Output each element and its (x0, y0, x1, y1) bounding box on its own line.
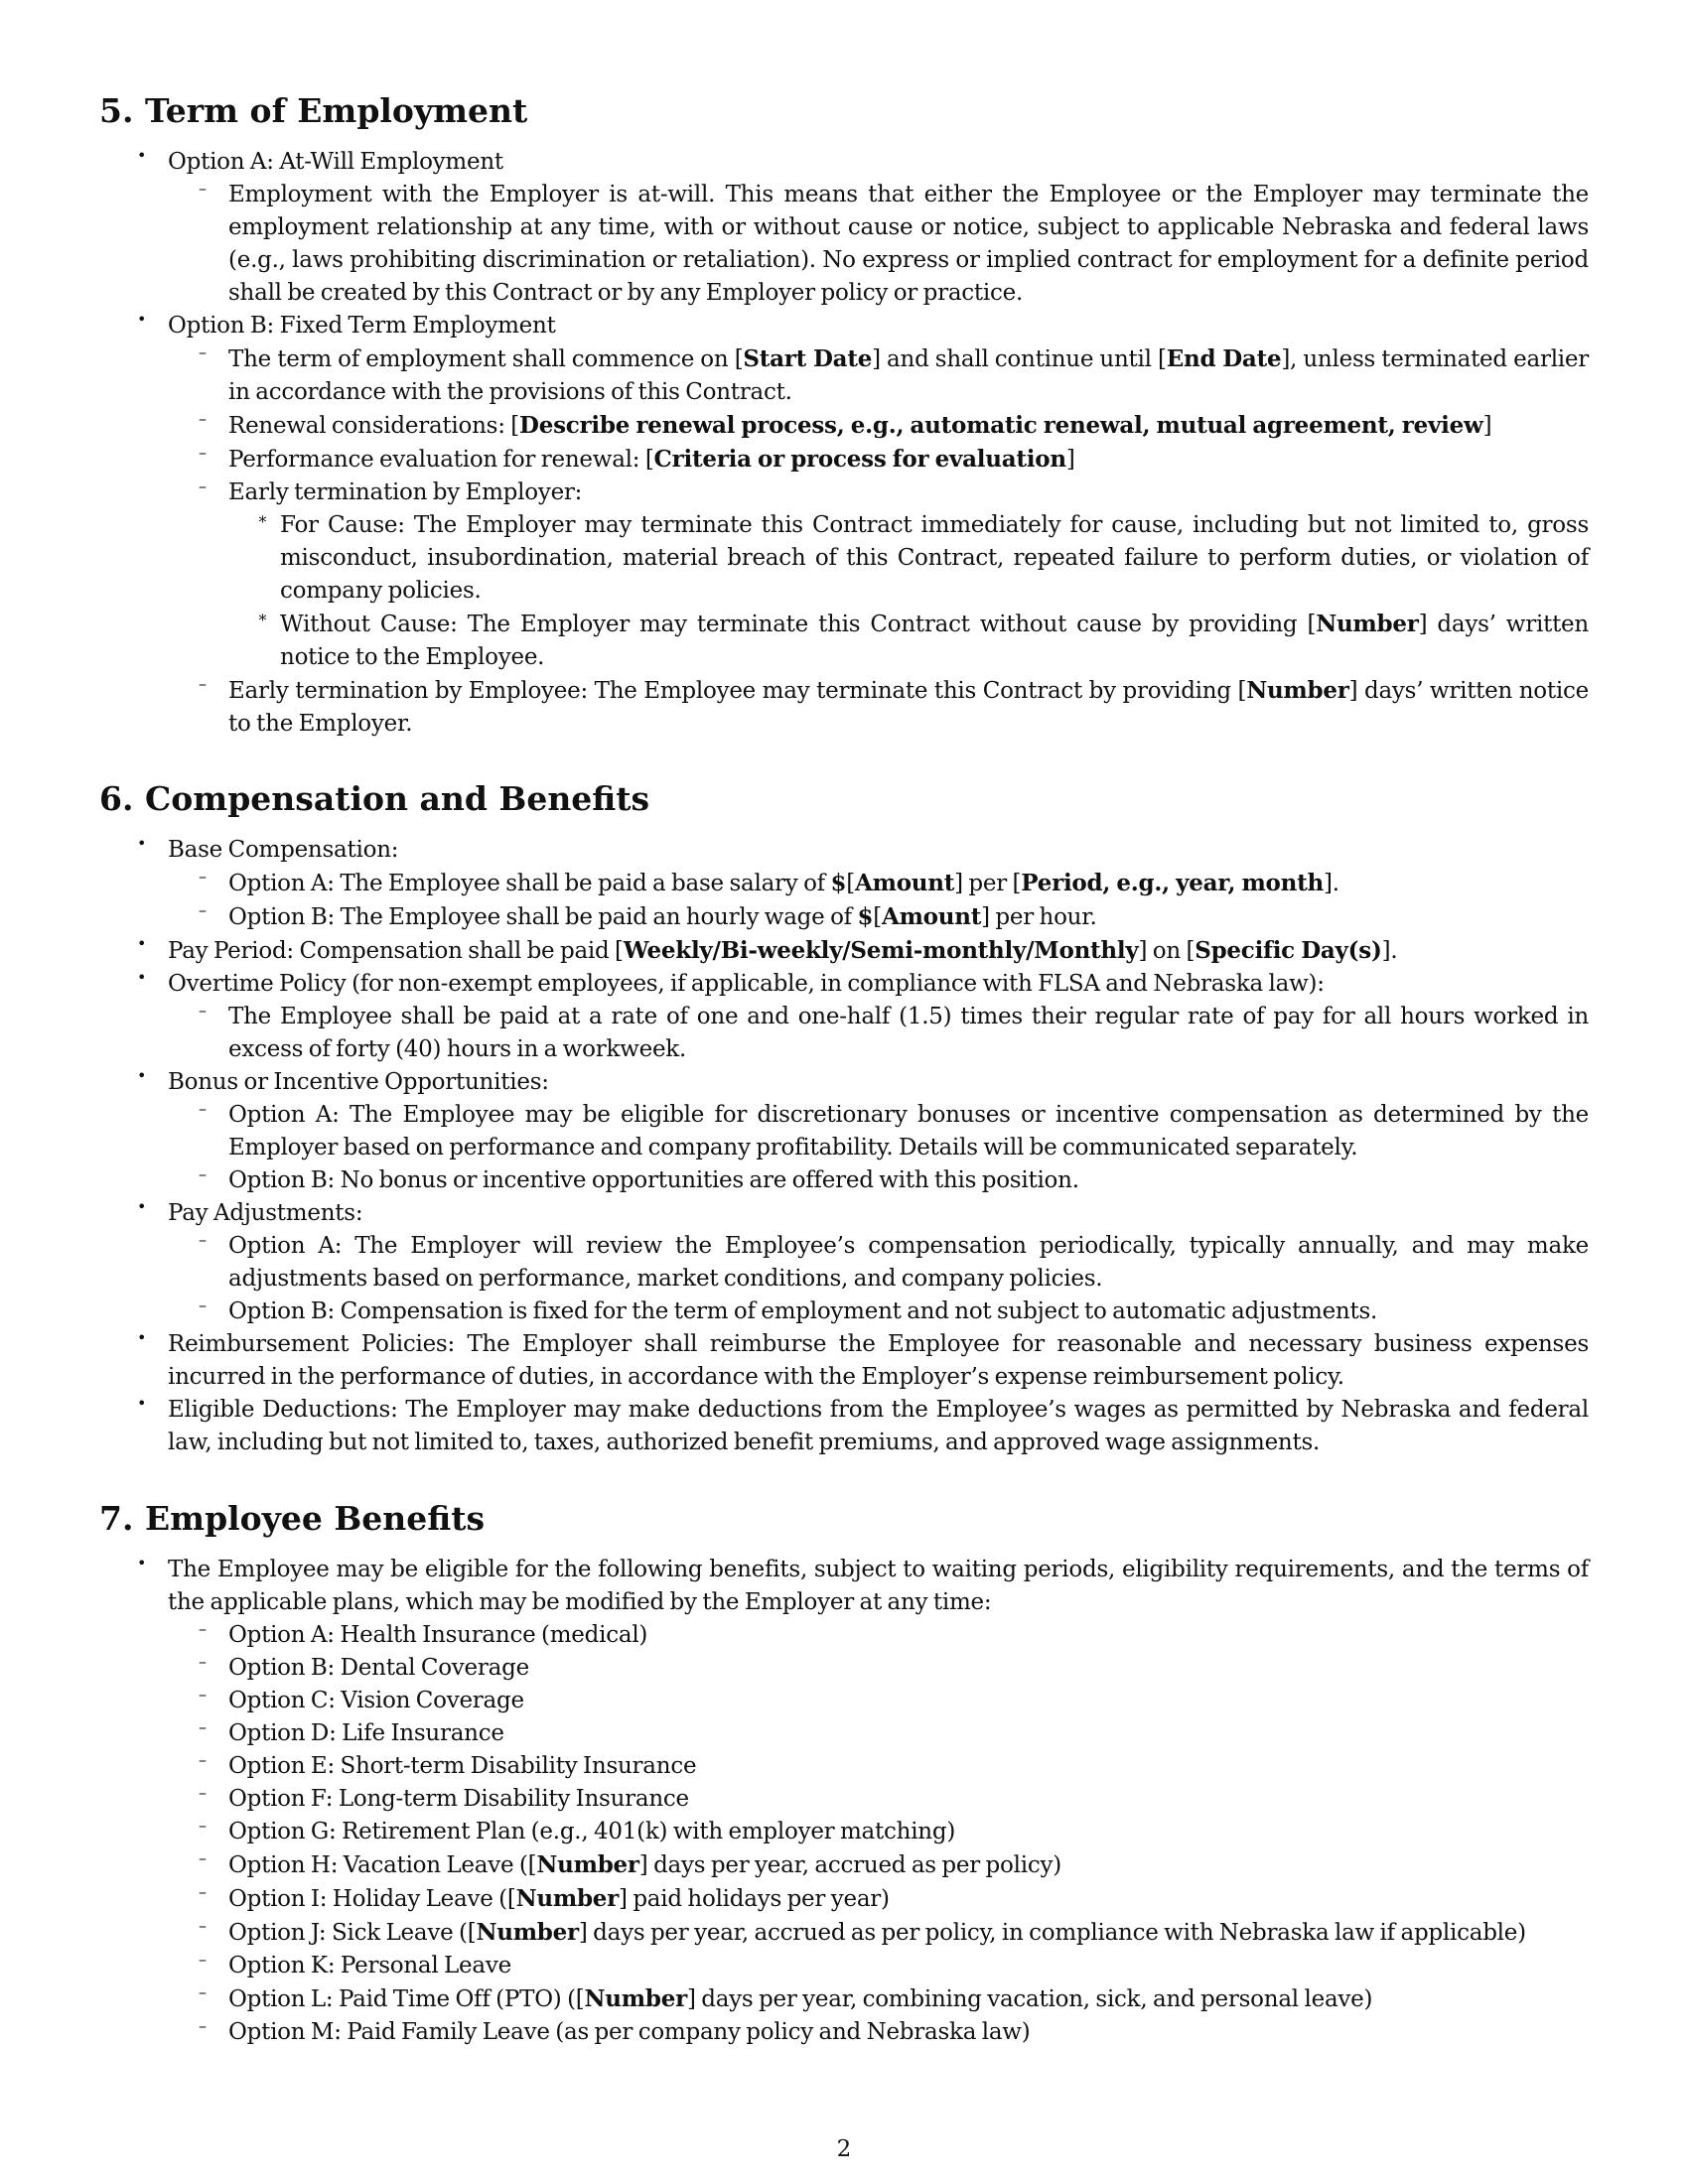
sub-list-item (168, 409, 1589, 443)
dash-icon: – (199, 900, 207, 919)
sub-list-item (168, 477, 1589, 674)
section-term-of-employment (99, 91, 1589, 741)
sub-sub-item-text: For Cause: The Employer may terminate this Contract immediately for cause, including but not limited to, gross misconduct, insubordination, material breach of this Contract, repeated failure to perform duties, or violation of company policies. (280, 512, 1589, 604)
asterisk-icon: ∗ (257, 509, 268, 528)
section-heading (99, 91, 1589, 131)
dash-icon: – (199, 477, 207, 495)
sub-list-item (168, 443, 1589, 477)
sub-item-text: Option L: Paid Time Off (PTO) ([Number] days per year, combining vacation, sick, and personal leave) (228, 1985, 1373, 2012)
list-item (99, 1394, 1589, 1459)
section-title: Term of Employment (145, 91, 528, 130)
dash-icon: – (199, 409, 207, 428)
dash-icon: – (199, 1750, 207, 1769)
sub-item-text: The Employee shall be paid at a rate of one and one-half (1.5) times their regular rate of pay for all hours worked in excess of forty (40) hours in a workweek. (228, 1004, 1589, 1062)
sub-item-text: Option B: The Employee shall be paid an hourly wage of $[Amount] per hour. (228, 903, 1097, 930)
sub-list-item (168, 1950, 1589, 1982)
sub-list-item (168, 1783, 1589, 1816)
sub-item-text: Option J: Sick Leave ([Number] days per year, accrued as per policy, in compliance with Nebraska law if applicable) (228, 1919, 1526, 1946)
sub-list-item (168, 1164, 1589, 1197)
list-item-text: Overtime Policy (for non-exempt employees, if applicable, in compliance with FLSA and Nebraska law): (168, 971, 1325, 997)
sub-item-text: Option F: Long-term Disability Insurance (228, 1786, 689, 1812)
bullet-icon: • (137, 934, 147, 953)
sub-list-item (168, 342, 1589, 409)
bullet-icon: • (137, 1554, 147, 1572)
list-item (99, 834, 1589, 934)
sub-list-item (168, 179, 1589, 310)
sub-list (168, 1001, 1589, 1066)
sub-item-text: Option B: Dental Coverage (228, 1655, 529, 1681)
dash-icon: – (199, 1816, 207, 1835)
sub-item-text: Option C: Vision Coverage (228, 1688, 524, 1713)
bullet-icon: • (137, 1066, 147, 1085)
dash-icon: – (199, 2016, 207, 2035)
sub-item-text: Option A: The Employee shall be paid a base salary of $[Amount] per [Period, e.g., year, month]. (228, 870, 1339, 896)
sub-list-item (168, 1750, 1589, 1783)
section-heading (99, 779, 1589, 819)
dash-icon: – (199, 867, 207, 886)
section-employee-benefits (99, 1499, 1589, 2049)
sub-list (168, 867, 1589, 934)
list-item-text: Reimbursement Policies: The Employer shall reimburse the Employee for reasonable and necessary business expenses incurred in the performance of duties, in accordance with the Employer’s expense reimbursement policy. (168, 1331, 1589, 1390)
sub-list-item (168, 1848, 1589, 1882)
section-number: 5. (99, 91, 134, 130)
section-number: 6. (99, 779, 134, 818)
list-item-text: The Employee may be eligible for the following benefits, subject to waiting periods, eligibility requirements, and the terms of the applicable plans, which may be modified by the Employer at any time: (168, 1557, 1589, 1615)
sub-list-item (168, 2016, 1589, 2049)
dash-icon: – (199, 1685, 207, 1704)
dash-icon: – (199, 1099, 207, 1118)
dash-icon: – (199, 1982, 207, 2001)
list-item (99, 1554, 1589, 2049)
bullet-list (99, 146, 1589, 741)
sub-list-item (168, 1099, 1589, 1164)
sub-list-item (168, 1001, 1589, 1066)
sub-item-text: Option K: Personal Leave (228, 1953, 511, 1979)
sub-item-text: Option H: Vacation Leave ([Number] days per year, accrued as per policy) (228, 1851, 1061, 1878)
list-item (99, 968, 1589, 1066)
sub-item-text: The term of employment shall commence on [Start Date] and shall continue until [End Date], unless terminated earlier in accordance with the provisions of this Contract. (228, 345, 1590, 405)
sub-item-text: Option D: Life Insurance (228, 1720, 504, 1746)
list-item-text: Pay Period: Compensation shall be paid [Weekly/Bi-weekly/Semi-monthly/Monthly] on [Specific Day(s)]. (168, 937, 1398, 964)
dash-icon: – (199, 1882, 207, 1901)
dash-icon: – (199, 1230, 207, 1249)
sub-item-text: Option M: Paid Family Leave (as per company policy and Nebraska law) (228, 2019, 1031, 2045)
sub-list-item (168, 1717, 1589, 1750)
list-item (99, 1328, 1589, 1394)
bullet-icon: • (137, 1394, 147, 1413)
sub-list-item (168, 1816, 1589, 1848)
sub-sub-list (228, 509, 1589, 674)
dash-icon: – (199, 1717, 207, 1736)
dash-icon: – (199, 342, 207, 361)
sub-list-item (168, 1916, 1589, 1950)
dash-icon: – (199, 1950, 207, 1969)
sub-item-text: Performance evaluation for renewal: [Criteria or process for evaluation] (228, 446, 1075, 473)
bullet-icon: • (137, 146, 147, 165)
bullet-list (99, 1554, 1589, 2049)
page-number: 2 (836, 2136, 852, 2162)
section-title: Compensation and Benefits (145, 779, 650, 818)
list-item-text: Pay Adjustments: (168, 1200, 363, 1226)
sub-item-text: Option A: The Employee may be eligible for discretionary bonuses or incentive compensation as determined by the Employer based on performance and company profitability. Details will be communicated separately. (228, 1102, 1589, 1160)
sub-list-item (168, 900, 1589, 934)
sub-sub-item-text: Without Cause: The Employer may terminate this Contract without cause by providing [Number] days’ written notice to the Employee. (280, 611, 1589, 670)
list-item-text: Base Compensation: (168, 837, 399, 863)
sub-item-text: Early termination by Employer: (228, 479, 583, 505)
dash-icon: – (199, 1652, 207, 1671)
list-item (99, 146, 1589, 310)
sub-item-text: Early termination by Employee: The Employee may terminate this Contract by providing [Number] days’ written notice to the Employer. (228, 677, 1589, 737)
bullet-icon: • (137, 968, 147, 987)
section-title: Employee Benefits (145, 1499, 486, 1538)
sub-list-item (168, 867, 1589, 900)
sub-sub-list-item (228, 509, 1589, 608)
sub-item-text: Option B: No bonus or incentive opportunities are offered with this position. (228, 1167, 1079, 1193)
sub-list (168, 1099, 1589, 1197)
bullet-icon: • (137, 1197, 147, 1216)
sub-list-item (168, 1685, 1589, 1717)
asterisk-icon: ∗ (257, 608, 268, 626)
sub-list (168, 1619, 1589, 2049)
sub-list-item (168, 1619, 1589, 1652)
dash-icon: – (199, 1916, 207, 1935)
dash-icon: – (199, 1619, 207, 1638)
sub-list (168, 179, 1589, 310)
bullet-icon: • (137, 1328, 147, 1347)
list-item (99, 1066, 1589, 1197)
dash-icon: – (199, 1296, 207, 1314)
section-number: 7. (99, 1499, 134, 1538)
list-item (99, 310, 1589, 741)
sub-list (168, 1230, 1589, 1328)
dash-icon: – (199, 443, 207, 462)
section-heading (99, 1499, 1589, 1539)
list-item (99, 934, 1589, 968)
sub-list-item (168, 1882, 1589, 1916)
dash-icon: – (199, 1164, 207, 1183)
section-compensation-and-benefits (99, 779, 1589, 1459)
list-item-text: Eligible Deductions: The Employer may make deductions from the Employee’s wages as permitted by Nebraska and federal law, including but not limited to, taxes, authorized benefit premiums, and approved wage assignments. (168, 1397, 1589, 1455)
dash-icon: – (199, 1848, 207, 1867)
sub-list-item (168, 1230, 1589, 1296)
sub-item-text: Option E: Short-term Disability Insurance (228, 1753, 697, 1779)
sub-item-text: Option G: Retirement Plan (e.g., 401(k) with employer matching) (228, 1819, 956, 1844)
list-item-text: Bonus or Incentive Opportunities: (168, 1069, 549, 1095)
sub-item-text: Option B: Compensation is fixed for the term of employment and not subject to automatic adjustments. (228, 1298, 1378, 1324)
sub-item-text: Renewal considerations: [Describe renewal process, e.g., automatic renewal, mutual agreement, review] (228, 412, 1492, 439)
bullet-icon: • (137, 834, 147, 853)
sub-list (168, 342, 1589, 741)
sub-item-text: Option A: The Employer will review the Employee’s compensation periodically, typically annually, and may make adjustments based on performance, market conditions, and company policies. (228, 1233, 1589, 1292)
sub-list-item (168, 1652, 1589, 1685)
sub-item-text: Employment with the Employer is at-will. This means that either the Employee or the Employer may terminate the employment relationship at any time, with or without cause or notice, subject to applicable Nebraska and federal laws (e.g., laws prohibiting discrimination or retaliation). No express or implied contract for employment for a definite period shall be created by this Contract or by any Employer policy or practice. (228, 182, 1589, 306)
sub-item-text: Option I: Holiday Leave ([Number] paid holidays per year) (228, 1885, 890, 1912)
list-item-text: Option B: Fixed Term Employment (168, 313, 556, 339)
bullet-list (99, 834, 1589, 1459)
list-item-text: Option A: At-Will Employment (168, 149, 503, 175)
sub-list-item (168, 1296, 1589, 1328)
dash-icon: – (199, 674, 207, 693)
sub-sub-list-item (228, 608, 1589, 674)
sub-item-text: Option A: Health Insurance (medical) (228, 1622, 648, 1648)
dash-icon: – (199, 179, 207, 198)
dash-icon: – (199, 1001, 207, 1020)
sub-list-item (168, 674, 1589, 741)
list-item (99, 1197, 1589, 1328)
bullet-icon: • (137, 310, 147, 329)
sub-list-item (168, 1982, 1589, 2016)
dash-icon: – (199, 1783, 207, 1802)
